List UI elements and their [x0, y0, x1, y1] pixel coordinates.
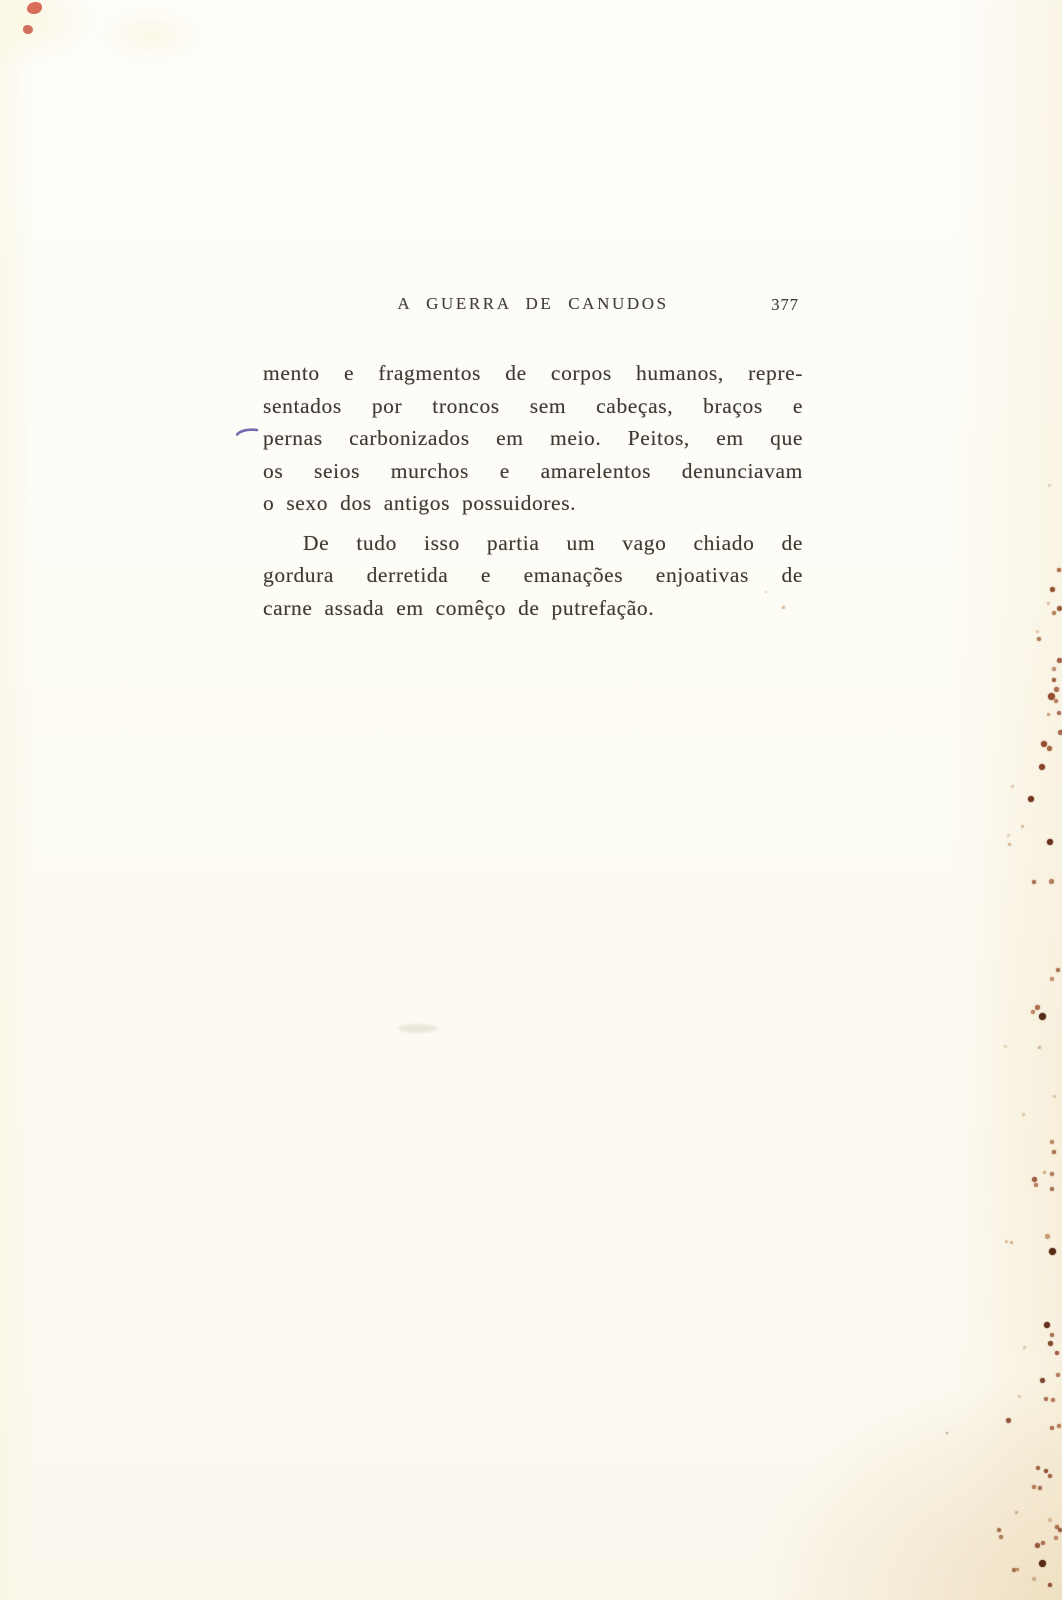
foxing-spot [1050, 1187, 1054, 1191]
foxing-spot [1054, 699, 1058, 703]
foxing-spot [1032, 1485, 1036, 1489]
text-line: o sexo dos antigos possuidores. [263, 491, 577, 515]
foxing-spot [1010, 1241, 1013, 1244]
foxing-spot [1048, 1474, 1052, 1478]
foxing-spot [1044, 1469, 1048, 1473]
foxing-spot [1004, 1045, 1007, 1048]
foxing-spot [1048, 1341, 1053, 1346]
foxing-spot [1037, 637, 1041, 641]
foxing-spot [1057, 606, 1062, 611]
foxing-spot [1039, 1013, 1046, 1020]
foxing-spot [1036, 630, 1039, 633]
page-number: 377 [771, 295, 799, 314]
foxing-spot [1053, 1095, 1056, 1098]
foxing-spot [1047, 839, 1053, 845]
foxing-spot [1050, 977, 1054, 981]
foxing-spot [1035, 1005, 1040, 1010]
foxing-spot [1057, 711, 1061, 715]
foxing-spot [1050, 1333, 1054, 1337]
foxing-spot [1058, 730, 1062, 735]
foxing-spot [1038, 1486, 1042, 1490]
paragraph-1 [263, 357, 803, 520]
foxing-spot [1048, 1583, 1052, 1587]
red-ink-mark [27, 2, 42, 14]
foxing-spot [1050, 1172, 1054, 1176]
foxing-spot [1034, 1183, 1038, 1187]
foxing-spot [1056, 968, 1060, 972]
foxing-spot [946, 1432, 948, 1434]
foxing-spot [782, 606, 785, 609]
foxing-spot [1057, 568, 1061, 572]
foxing-spot [1057, 658, 1062, 663]
foxing-spot [1044, 1322, 1050, 1328]
foxing-spot [1015, 1511, 1018, 1514]
text-line: os seios murchos e amarelentos denunciavam [263, 458, 803, 483]
foxing-spot [1048, 1518, 1052, 1522]
foxing-spot [1048, 693, 1055, 700]
foxing-spot [1052, 611, 1056, 615]
foxing-spot [1006, 1418, 1011, 1423]
foxing-spot [1011, 785, 1014, 788]
foxing-spot [1047, 746, 1052, 751]
text-line: pernas carbonizados em meio. Peitos, em que [263, 426, 803, 450]
foxing-spot [1032, 880, 1036, 884]
foxing-spot [1055, 1351, 1059, 1355]
foxing-spot [1057, 1424, 1061, 1428]
foxing-spot [1047, 602, 1050, 605]
text-line: De tudo isso partia um vago chiado de [303, 530, 803, 555]
running-title: A GUERRA DE CANUDOS [397, 294, 669, 313]
text-line: carne assada em comêço de putrefação. [263, 595, 655, 620]
foxing-spot [997, 1528, 1001, 1532]
foxing-spot [1032, 1177, 1037, 1182]
foxing-spot [1051, 1398, 1055, 1402]
foxing-spot [1036, 1466, 1040, 1470]
foxing-spot [1050, 1426, 1054, 1430]
foxing-spot [1031, 1010, 1035, 1014]
foxing-spot [1049, 879, 1054, 884]
foxing-spot [1038, 1046, 1041, 1049]
foxing-spot [1043, 1171, 1046, 1174]
foxing-spot [1023, 1346, 1026, 1349]
foxing-spot [1028, 796, 1034, 802]
foxing-spot [1041, 1541, 1045, 1545]
foxing-spot [1022, 1113, 1025, 1116]
foxing-spot [1056, 1373, 1060, 1377]
foxing-spot [765, 591, 767, 593]
foxing-spot [1050, 1140, 1054, 1144]
foxing-spot [1047, 713, 1050, 716]
foxing-spot [1035, 1543, 1040, 1548]
foxing-spot [1054, 687, 1059, 692]
page-header [263, 294, 803, 318]
pencil-margin-dash [236, 425, 259, 437]
foxing-spot [1005, 1240, 1008, 1243]
faint-smudge [398, 1024, 438, 1033]
foxing-spot [1008, 843, 1011, 846]
foxing-spot [1039, 1560, 1046, 1567]
foxing-spot [1040, 1378, 1045, 1383]
pencil-dash-stroke [236, 426, 259, 438]
foxing-spot [1044, 1397, 1048, 1401]
paragraph-2 [263, 527, 803, 625]
foxing-spot [1058, 1528, 1062, 1532]
foxing-spot [1045, 1234, 1050, 1239]
foxing-spot [1041, 741, 1047, 747]
foxing-spot [1052, 1150, 1056, 1154]
foxing-spot [1021, 825, 1024, 828]
foxing-spot [999, 1535, 1003, 1539]
foxing-spot [1050, 587, 1055, 592]
foxing-spot [1007, 834, 1010, 837]
text-line: sentados por troncos sem cabeças, braços e [263, 393, 803, 418]
foxing-spot [1032, 1577, 1036, 1581]
foxing-spot [1049, 1248, 1056, 1255]
red-ink-mark [23, 25, 33, 34]
text-line: mento e fragmentos de corpos humanos, repre- [263, 361, 803, 385]
text-line: gordura derretida e emanações enjoativas de [263, 563, 803, 587]
body-text [263, 357, 803, 624]
foxing-spot [1052, 678, 1056, 682]
foxing-spot [1054, 1536, 1058, 1540]
foxing-spot [1016, 1568, 1019, 1571]
foxing-spot [1052, 667, 1056, 671]
foxing-spot [1039, 764, 1045, 770]
foxing-spot [1048, 484, 1051, 487]
foxing-spot [1018, 1395, 1021, 1398]
